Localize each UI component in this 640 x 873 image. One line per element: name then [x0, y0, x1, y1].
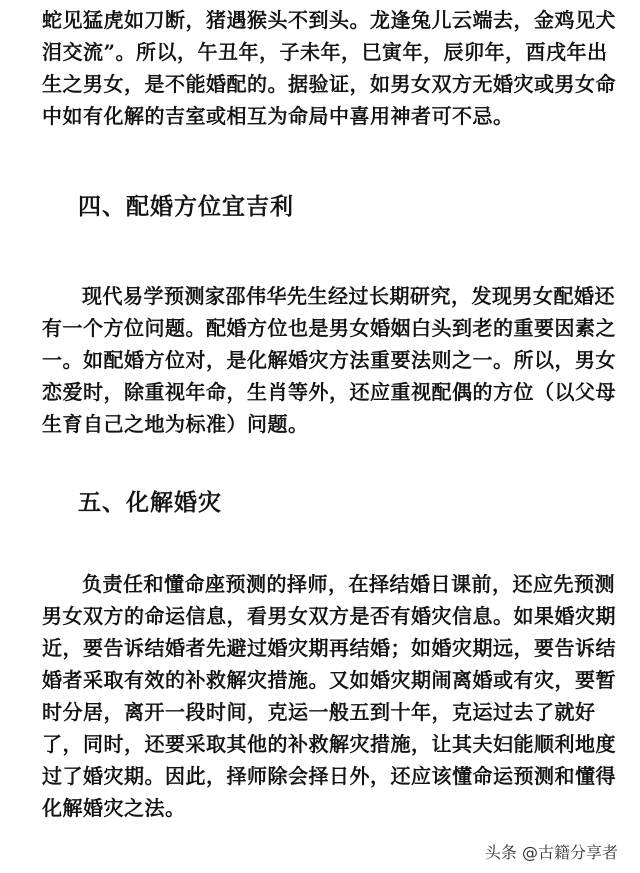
text-line: 化解婚灾之法。	[42, 796, 186, 820]
text-line: 近，要告诉结婚者先避过婚灾期再结婚；如婚灾期远，要告诉结	[42, 636, 616, 660]
section-5-heading: 五、化解婚灾	[78, 490, 222, 516]
text-line: 中如有化解的吉室或相互为命局中喜用神者可不忌。	[42, 104, 514, 128]
section-4-heading: 四、配婚方位宜吉利	[78, 194, 294, 220]
text-line: 时分居，离开一段时间，克运一般五到十年，克运过去了就好	[42, 700, 596, 724]
text-line: 婚者采取有效的补救解灾措施。又如婚灾期闹离婚或有灾，要暂	[42, 668, 616, 692]
text-line: 生之男女，是不能婚配的。据验证，如男女双方无婚灾或男女命	[42, 72, 616, 96]
text-line: 蛇见猛虎如刀断，猪遇猴头不到头。龙逢兔儿云端去，金鸡见犬	[42, 8, 616, 32]
text-line: 现代易学预测家邵伟华先生经过长期研究，发现男女配婚还	[82, 284, 615, 308]
text-line: 负责任和懂命座预测的择师，在择结婚日课前，还应先预测	[82, 572, 615, 596]
text-line: 生育自己之地为标准）问题。	[42, 412, 309, 436]
section-5-paragraph	[42, 568, 616, 824]
section-4-paragraph	[42, 280, 616, 440]
text-line: 了，同时，还要采取其他的补救解灾措施，让其夫妇能顺利地度	[42, 732, 616, 756]
paragraph-1	[42, 4, 616, 132]
text-line: 泪交流”。所以，午丑年，子未年，巳寅年，辰卯年，酉戌年出	[42, 40, 608, 64]
watermark: 头条 @古籍分享者	[484, 843, 618, 862]
text-line: 男女双方的命运信息，看男女双方是否有婚灾信息。如果婚灾期	[42, 604, 616, 628]
text-line: 一。如配婚方位对，是化解婚灾方法重要法则之一。所以，男女	[42, 348, 616, 372]
text-line: 恋爱时，除重视年命，生肖等外，还应重视配偶的方位（以父母	[42, 380, 616, 404]
text-line: 过了婚灾期。因此，择师除会择日外，还应该懂命运预测和懂得	[42, 764, 616, 788]
text-line: 有一个方位问题。配婚方位也是男女婚姻白头到老的重要因素之	[42, 316, 616, 340]
